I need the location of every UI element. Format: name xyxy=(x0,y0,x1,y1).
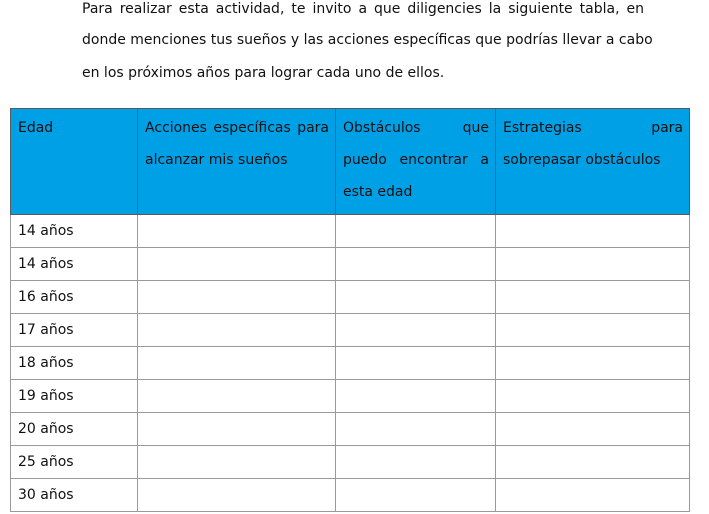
obstaculos-cell[interactable] xyxy=(336,281,496,314)
obstaculos-cell[interactable] xyxy=(336,314,496,347)
estrategias-cell[interactable] xyxy=(496,446,690,479)
age-cell: 19 años xyxy=(11,380,138,413)
acciones-cell[interactable] xyxy=(138,281,336,314)
obstaculos-cell[interactable] xyxy=(336,248,496,281)
table-header-row xyxy=(11,109,690,215)
obstaculos-cell[interactable] xyxy=(336,479,496,512)
obstaculos-cell[interactable] xyxy=(336,446,496,479)
table-row xyxy=(11,446,690,479)
obstaculos-cell[interactable] xyxy=(336,380,496,413)
dreams-table xyxy=(10,108,690,512)
age-cell: 20 años xyxy=(11,413,138,446)
header-estrategias xyxy=(496,109,690,215)
acciones-cell[interactable] xyxy=(138,314,336,347)
header-obstaculos-line-1: Obstáculos que xyxy=(343,120,489,136)
instructions-line-1: Para realizar esta actividad, te invito a que diligencies la siguiente tabla, en xyxy=(82,1,644,17)
table-row xyxy=(11,248,690,281)
header-acciones-line-2: alcanzar mis sueños xyxy=(145,152,288,168)
header-obstaculos-line-2: puedo encontrar a xyxy=(343,152,489,168)
age-cell: 14 años xyxy=(11,215,138,248)
table-row xyxy=(11,215,690,248)
acciones-cell[interactable] xyxy=(138,248,336,281)
acciones-cell[interactable] xyxy=(138,380,336,413)
estrategias-cell[interactable] xyxy=(496,281,690,314)
header-estrategias-line-1: Estrategias para xyxy=(503,120,683,136)
header-obstaculos-line-3: esta edad xyxy=(343,184,413,200)
age-cell: 14 años xyxy=(11,248,138,281)
estrategias-cell[interactable] xyxy=(496,413,690,446)
table-row xyxy=(11,281,690,314)
table-row xyxy=(11,380,690,413)
table-row xyxy=(11,479,690,512)
estrategias-cell[interactable] xyxy=(496,248,690,281)
header-edad-label: Edad xyxy=(18,120,54,136)
acciones-cell[interactable] xyxy=(138,413,336,446)
estrategias-cell[interactable] xyxy=(496,314,690,347)
acciones-cell[interactable] xyxy=(138,215,336,248)
age-cell: 25 años xyxy=(11,446,138,479)
header-edad xyxy=(11,109,138,215)
estrategias-cell[interactable] xyxy=(496,215,690,248)
estrategias-cell[interactable] xyxy=(496,347,690,380)
age-cell: 16 años xyxy=(11,281,138,314)
header-acciones xyxy=(138,109,336,215)
age-cell: 30 años xyxy=(11,479,138,512)
estrategias-cell[interactable] xyxy=(496,380,690,413)
table-row xyxy=(11,413,690,446)
age-cell: 18 años xyxy=(11,347,138,380)
acciones-cell[interactable] xyxy=(138,479,336,512)
obstaculos-cell[interactable] xyxy=(336,347,496,380)
estrategias-cell[interactable] xyxy=(496,479,690,512)
instructions-line-3: en los próximos años para lograr cada uno de ellos. xyxy=(82,65,445,81)
obstaculos-cell[interactable] xyxy=(336,413,496,446)
obstaculos-cell[interactable] xyxy=(336,215,496,248)
instructions-line-2: donde menciones tus sueños y las acciones específicas que podrías llevar a cabo xyxy=(82,32,653,48)
acciones-cell[interactable] xyxy=(138,446,336,479)
header-acciones-line-1: Acciones específicas para xyxy=(145,120,329,136)
age-cell: 17 años xyxy=(11,314,138,347)
acciones-cell[interactable] xyxy=(138,347,336,380)
table-row xyxy=(11,347,690,380)
header-estrategias-line-2: sobrepasar obstáculos xyxy=(503,152,661,168)
header-obstaculos xyxy=(336,109,496,215)
table-row xyxy=(11,314,690,347)
